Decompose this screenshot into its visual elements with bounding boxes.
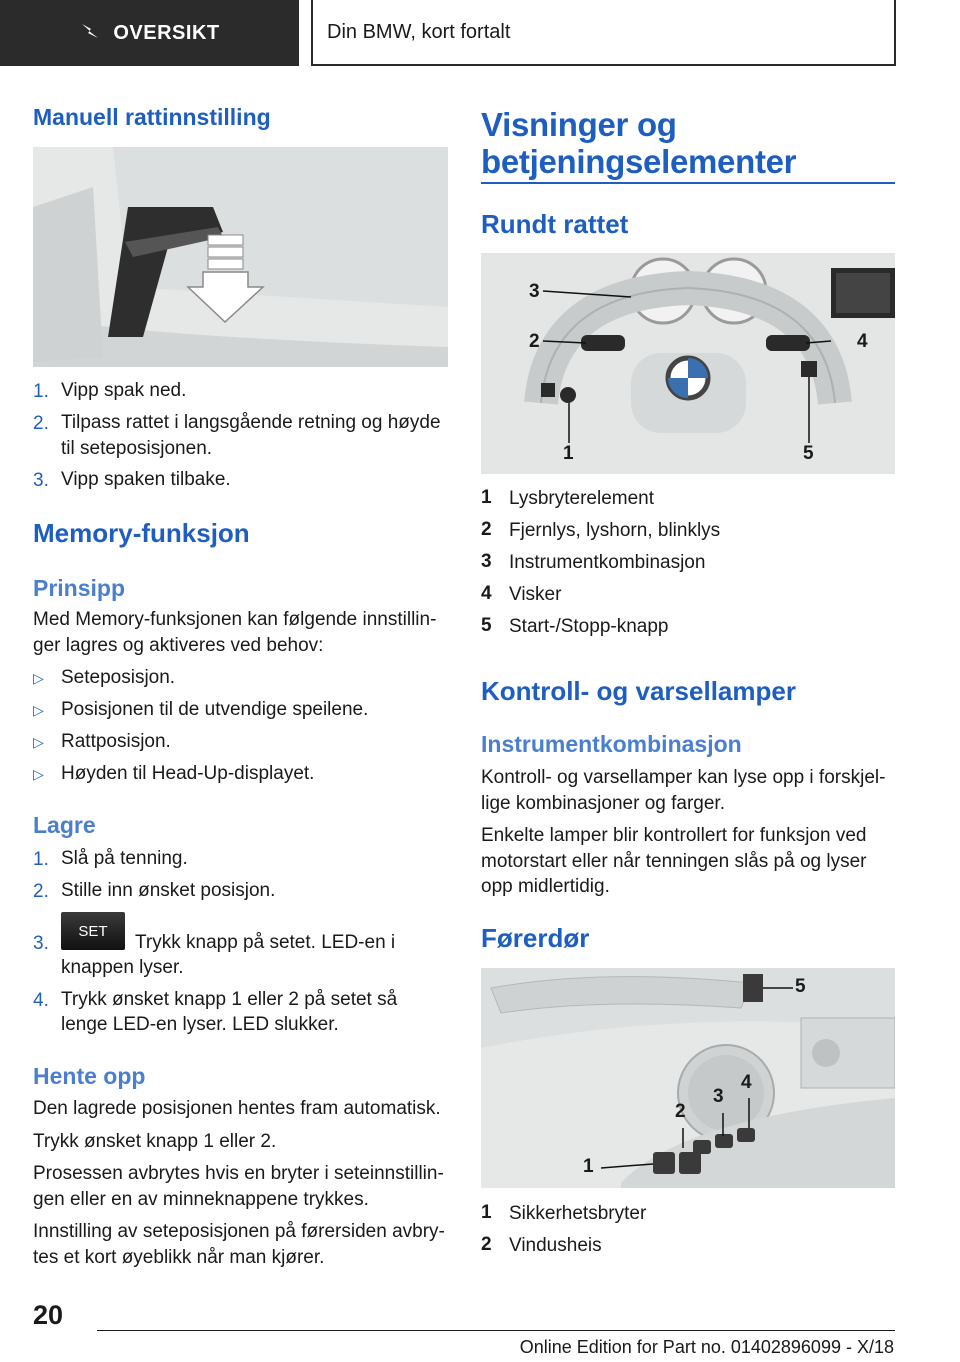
bullet-icon: ▷ — [33, 766, 44, 782]
step-text: til seteposisjonen. — [61, 438, 213, 459]
step-text: Stille inn ønsket posisjon. — [61, 880, 276, 901]
item-text: Start-/Stopp-knapp — [509, 616, 669, 637]
item-number: 2 — [481, 1234, 492, 1255]
step-text: Tilpass rattet i langsgående retning og høyde — [61, 412, 441, 433]
flash-icon — [79, 20, 101, 47]
heading-rundt: Rundt rattet — [481, 209, 629, 239]
bullet-text: Rattposisjon. — [61, 731, 171, 752]
section-label: OVERSIKT — [113, 21, 220, 44]
item-text: Sikkerhetsbryter — [509, 1203, 647, 1224]
heading-memory: Memory-funksjon — [33, 518, 250, 548]
instrument-text: Kontroll- og varsellamper kan lyse opp i forskjel- — [481, 767, 886, 788]
instrument-text: opp midlertidig. — [481, 876, 610, 897]
item-text: Lysbryterelement — [509, 488, 655, 509]
bullet-text: Posisjonen til de utvendige speilene. — [61, 699, 369, 720]
item-number: 4 — [481, 583, 492, 604]
item-number: 3 — [481, 551, 492, 572]
item-number: 1 — [481, 487, 492, 508]
steering-wheel-illustration — [481, 253, 895, 474]
heading-prinsipp: Prinsipp — [33, 575, 126, 601]
step-number: 3. — [33, 933, 49, 954]
hente-text: gen eller en av minneknappene trykkes. — [33, 1189, 369, 1210]
item-number: 2 — [481, 519, 492, 540]
heading-visninger-line2: betjeningselementer — [481, 143, 797, 180]
item-text: Fjernlys, lyshorn, blinklys — [509, 520, 721, 541]
prinsipp-text: Med Memory-funksjonen kan følgende innstillin- — [33, 609, 437, 630]
instrument-text: motorstart eller når tenningen slås på og lyser — [481, 851, 867, 872]
callout-3: 3 — [529, 281, 540, 302]
step-text: Trykk knapp på setet. LED-en i — [135, 932, 396, 953]
step-number: 2. — [33, 413, 49, 434]
item-number: 1 — [481, 1202, 492, 1223]
step-text: Trykk ønsket knapp 1 eller 2 på setet så — [61, 989, 398, 1010]
page-number: 20 — [33, 1300, 64, 1330]
set-button-icon — [61, 912, 125, 950]
heading-instrument: Instrumentkombinasjon — [481, 731, 742, 757]
steering-lever-illustration — [33, 147, 448, 367]
chapter-title-text: Din BMW, kort fortalt — [327, 20, 511, 43]
chapter-title — [311, 0, 896, 66]
section-tab[interactable] — [0, 0, 299, 66]
hente-text: Trykk ønsket knapp 1 eller 2. — [33, 1131, 277, 1152]
step-text: lenge LED-en lyser. LED slukker. — [61, 1014, 339, 1035]
bullet-text: Høyden til Head-Up-displayet. — [61, 763, 315, 784]
heading-forerdor: Førerdør — [481, 923, 590, 953]
bullet-icon: ▷ — [33, 670, 44, 686]
heading-visninger-line1: Visninger og — [481, 106, 677, 143]
step-text: Vipp spak ned. — [61, 380, 187, 401]
step-number: 1. — [33, 381, 49, 402]
callout-4: 4 — [857, 331, 868, 352]
bullet-icon: ▷ — [33, 702, 44, 718]
bullet-text: Seteposisjon. — [61, 667, 176, 688]
item-text: Visker — [509, 584, 562, 605]
callout-3: 3 — [713, 1086, 724, 1107]
hente-text: Prosessen avbrytes hvis en bryter i seteinnstillin- — [33, 1163, 444, 1184]
item-text: Instrumentkombinasjon — [509, 552, 706, 573]
step-number: 2. — [33, 881, 49, 902]
step-number: 4. — [33, 990, 49, 1011]
heading-kontroll: Kontroll- og varsellamper — [481, 676, 796, 706]
heading-underline — [481, 182, 895, 184]
driver-door-illustration — [481, 968, 895, 1188]
item-number: 5 — [481, 615, 492, 636]
step-text: knappen lyser. — [61, 957, 184, 978]
callout-5: 5 — [795, 976, 806, 997]
callout-4: 4 — [741, 1072, 752, 1093]
hente-text: tes et kort øyeblikk når man kjører. — [33, 1247, 325, 1268]
step-number: 1. — [33, 849, 49, 870]
heading-lagre: Lagre — [33, 812, 96, 838]
hente-text: Den lagrede posisjonen hentes fram automatisk. — [33, 1098, 441, 1119]
instrument-text: lige kombinasjoner og farger. — [481, 793, 725, 814]
instrument-text: Enkelte lamper blir kontrollert for funksjon ved — [481, 825, 867, 846]
hente-text: Innstilling av seteposisjonen på førersiden avbry- — [33, 1221, 445, 1242]
bullet-icon: ▷ — [33, 734, 44, 750]
prinsipp-text: ger lagres og aktiveres ved behov: — [33, 635, 324, 656]
callout-2: 2 — [529, 331, 540, 352]
step-text: Vipp spaken tilbake. — [61, 469, 231, 490]
step-text: Slå på tenning. — [61, 848, 188, 869]
footer-edition: Online Edition for Part no. 01402896099 - X/18 — [519, 1337, 894, 1357]
heading-manual: Manuell rattinnstilling — [33, 104, 271, 130]
callout-1: 1 — [563, 443, 574, 464]
footer-divider — [97, 1330, 895, 1331]
heading-hente: Hente opp — [33, 1063, 146, 1089]
callout-1: 1 — [583, 1156, 594, 1177]
step-number: 3. — [33, 470, 49, 491]
callout-2: 2 — [675, 1101, 686, 1122]
item-text: Vindusheis — [509, 1235, 602, 1256]
set-button-label: SET — [78, 922, 108, 940]
callout-5: 5 — [803, 443, 814, 464]
